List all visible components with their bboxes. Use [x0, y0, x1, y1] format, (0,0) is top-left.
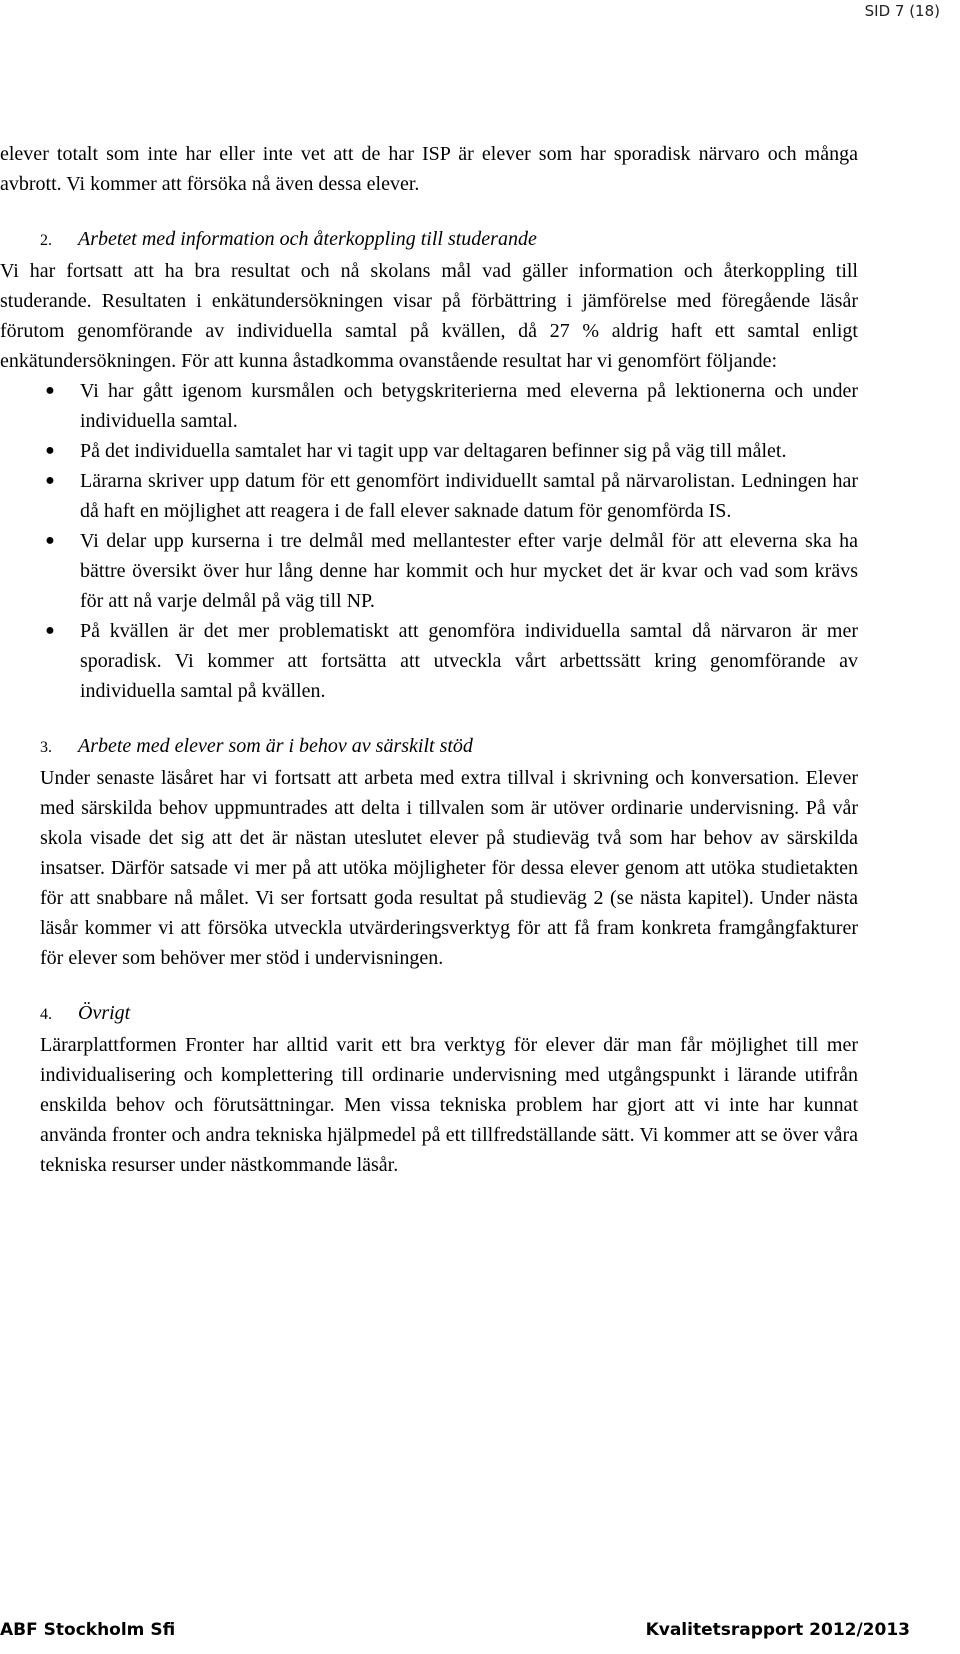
list-item [45, 466, 858, 526]
list-item-text: Lärarna skriver upp datum för ett genomfört individuellt samtal på närvarolistan. Ledningen har då haft en möjlighet att reagera i de fall elever saknade datum för genomförda IS. [80, 470, 858, 522]
section-2-bullet-list [0, 376, 858, 706]
section-title: Arbete med elever som är i behov av särskilt stöd [78, 735, 473, 757]
list-item-text: Vi har gått igenom kursmålen och betygskriterierna med eleverna på lektionerna och under individuella samtal. [80, 380, 858, 432]
bullet-icon: ● [45, 472, 55, 489]
list-item-text: På det individuella samtalet har vi tagit upp var deltagaren befinner sig på väg till målet. [80, 440, 787, 462]
section-title: Övrigt [78, 1002, 131, 1024]
intro-paragraph: elever totalt som inte har eller inte vet att de har ISP är elever som har sporadisk närvaro och många avbrott. Vi kommer att försöka nå även dessa elever. [0, 143, 858, 195]
bullet-icon: ● [45, 622, 55, 639]
section-2-paragraph: Vi har fortsatt att ha bra resultat och nå skolans mål vad gäller information och återkoppling till studerande. Resultaten i enkätundersökningen visar på förbättring i jämförelse med föregående läsår förutom genomförande av individuella samtal på kvällen, då 27 % aldrig haft ett samtal enligt enkätundersökningen. För att kunna åstadkomma ovanstående resultat har vi genomfört följande: [0, 260, 858, 372]
footer-report-title: Kvalitetsrapport 2012/2013 [645, 1620, 910, 1640]
page-number: SID 7 (18) [864, 2, 940, 20]
footer-organization: ABF Stockholm Sfi [0, 1620, 176, 1640]
section-title: Arbetet med information och återkoppling till studerande [78, 228, 537, 250]
bullet-icon: ● [45, 442, 55, 459]
list-item-text: På kvällen är det mer problematiskt att genomföra individuella samtal då närvaron är mer sporadisk. Vi kommer att fortsätta att utveckla vårt arbettssätt kring genomförande av individuella samtal på kvällen. [80, 620, 858, 702]
section-3-heading [0, 731, 858, 763]
section-number: 3. [40, 739, 52, 756]
document-body [0, 139, 858, 1180]
list-item [45, 526, 858, 616]
bullet-icon: ● [45, 382, 55, 399]
section-2-heading [0, 224, 858, 256]
section-number: 4. [40, 1006, 52, 1023]
section-number: 2. [40, 232, 52, 249]
section-4-heading [0, 998, 858, 1030]
list-item-text: Vi delar upp kurserna i tre delmål med mellantester efter varje delmål för att eleverna ska ha bättre översikt över hur lång denne har kommit och hur mycket det är kvar och vad som krävs för att nå varje delmål på väg till NP. [80, 530, 858, 612]
list-item [45, 436, 858, 466]
page-footer [0, 1618, 960, 1648]
section-3-paragraph: Under senaste läsåret har vi fortsatt att arbeta med extra tillval i skrivning och konversation. Elever med särskilda behov uppmuntrades att delta i tillvalen som är utöver ordinarie undervisning. På vår skola visade det sig att det är nästan uteslutet elever på studieväg två som har behov av särskilda insatser. Därför satsade vi mer på att utöka möjligheter för dessa elever genom att utöka studietakten för att snabbare nå målet. Vi ser fortsatt goda resultat på studieväg 2 (se nästa kapitel). Under nästa läsår kommer vi att försöka utveckla utvärderingsverktyg för att få fram konkreta framgångfakturer för elever som behöver mer stöd i undervisningen. [40, 767, 858, 969]
section-4-paragraph: Lärarplattformen Fronter har alltid varit ett bra verktyg för elever där man får möjlighet till mer individualisering och komplettering till ordinarie undervisning med utgångspunkt i lärande utifrån enskilda behov och förutsättningar. Men vissa tekniska problem har gjort att vi inte har kunnat använda fronter och andra tekniska hjälpmedel på ett tillfredställande sätt. Vi kommer att se över våra tekniska resurser under nästkommande läsår. [40, 1034, 858, 1176]
list-item [45, 376, 858, 436]
bullet-icon: ● [45, 532, 55, 549]
list-item [45, 616, 858, 706]
